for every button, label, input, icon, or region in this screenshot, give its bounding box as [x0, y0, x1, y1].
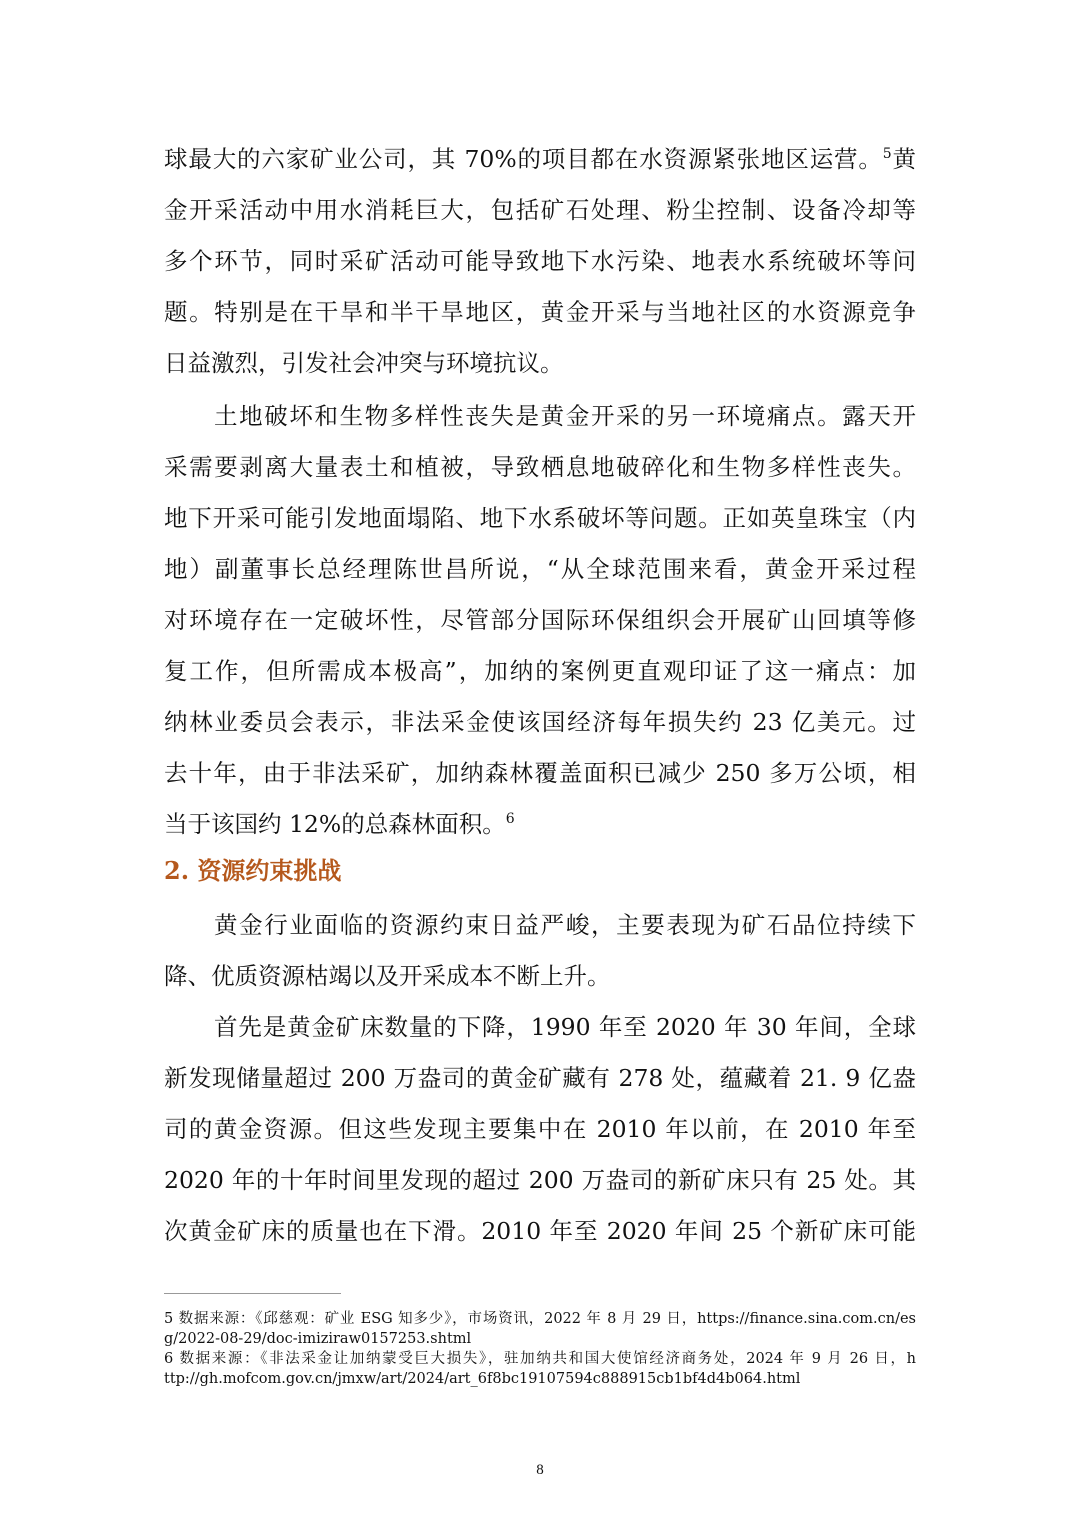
paragraph-4-line-5: 次黄金矿床的质量也在下滑。2010 年至 2020 年间 25 个新矿床可能	[164, 1217, 916, 1245]
paragraph-1-line-4: 题。特别是在干旱和半干旱地区，黄金开采与当地社区的水资源竞争	[164, 298, 916, 326]
paragraph-4-line-4: 2020 年的十年时间里发现的超过 200 万盎司的新矿床只有 25 处。其	[164, 1166, 916, 1194]
paragraph-2-line-6: 复工作，但所需成本极高”，加纳的案例更直观印证了这一痛点：加	[164, 657, 916, 685]
paragraph-2-line-3: 地下开采可能引发地面塌陷、地下水系破坏等问题。正如英皇珠宝（内	[164, 504, 916, 532]
text-run: 球最大的六家矿业公司，其 70%的项目都在水资源紧张地区运营。	[164, 145, 883, 173]
paragraph-1-line-1	[164, 144, 916, 174]
paragraph-3-line-1: 黄金行业面临的资源约束日益严峻，主要表现为矿石品位持续下	[214, 911, 916, 939]
footnote-6-line-2[interactable]: ttp://gh.mofcom.gov.cn/jmxw/art/2024/art_6f8bc19107594c888915cb1bf4d4b064.html	[164, 1371, 801, 1387]
paragraph-2-line-2: 采需要剥离大量表土和植被，导致栖息地破碎化和生物多样性丧失。	[164, 453, 916, 481]
paragraph-2-line-9	[164, 809, 916, 839]
footnote-5-line-2[interactable]: g/2022-08-29/doc-imiziraw0157253.shtml	[164, 1331, 472, 1347]
paragraph-1-line-3: 多个环节，同时采矿活动可能导致地下水污染、地表水系统破坏等问	[164, 247, 916, 275]
paragraph-2-line-7: 纳林业委员会表示，非法采金使该国经济每年损失约 23 亿美元。过	[164, 708, 916, 736]
paragraph-1-line-2: 金开采活动中用水消耗巨大，包括矿石处理、粉尘控制、设备冷却等	[164, 196, 916, 224]
paragraph-1-line-5: 日益激烈，引发社会冲突与环境抗议。	[164, 349, 564, 377]
footnote-ref-6[interactable]: 6	[505, 811, 515, 828]
paragraph-4-line-2: 新发现储量超过 200 万盎司的黄金矿藏有 278 处，蕴藏着 21. 9 亿盎	[164, 1064, 916, 1092]
page-number: 8	[536, 1462, 544, 1478]
text-run: 当于该国约 12%的总森林面积。	[164, 810, 506, 838]
paragraph-3-line-2: 降、优质资源枯竭以及开采成本不断上升。	[164, 962, 611, 990]
paragraph-2-line-8: 去十年，由于非法采矿，加纳森林覆盖面积已减少 250 多万公顷，相	[164, 759, 916, 787]
paragraph-4-line-1: 首先是黄金矿床数量的下降，1990 年至 2020 年 30 年间，全球	[214, 1013, 916, 1041]
paragraph-2-line-5: 对环境存在一定破坏性，尽管部分国际环保组织会开展矿山回填等修	[164, 606, 916, 634]
paragraph-2-line-1: 土地破坏和生物多样性丧失是黄金开采的另一环境痛点。露天开	[214, 402, 916, 430]
text-run: 黄	[891, 145, 917, 173]
footnote-ref-5[interactable]: 5	[882, 146, 892, 163]
section-heading: 2. 资源约束挑战	[164, 856, 342, 885]
paragraph-2-line-4: 地）副董事长总经理陈世昌所说，“从全球范围来看，黄金开采过程	[164, 555, 916, 583]
footnote-5-line-1: 5 数据来源：《邱慈观：矿业 ESG 知多少》，市场资讯，2022 年 8 月 29 日，https://finance.sina.com.cn/es	[164, 1311, 916, 1327]
footnote-separator	[164, 1293, 341, 1294]
paragraph-4-line-3: 司的黄金资源。但这些发现主要集中在 2010 年以前，在 2010 年至	[164, 1115, 916, 1143]
footnote-6-line-1: 6 数据来源：《非法采金让加纳蒙受巨大损失》，驻加纳共和国大使馆经济商务处，2024 年 9 月 26 日，h	[164, 1351, 916, 1367]
